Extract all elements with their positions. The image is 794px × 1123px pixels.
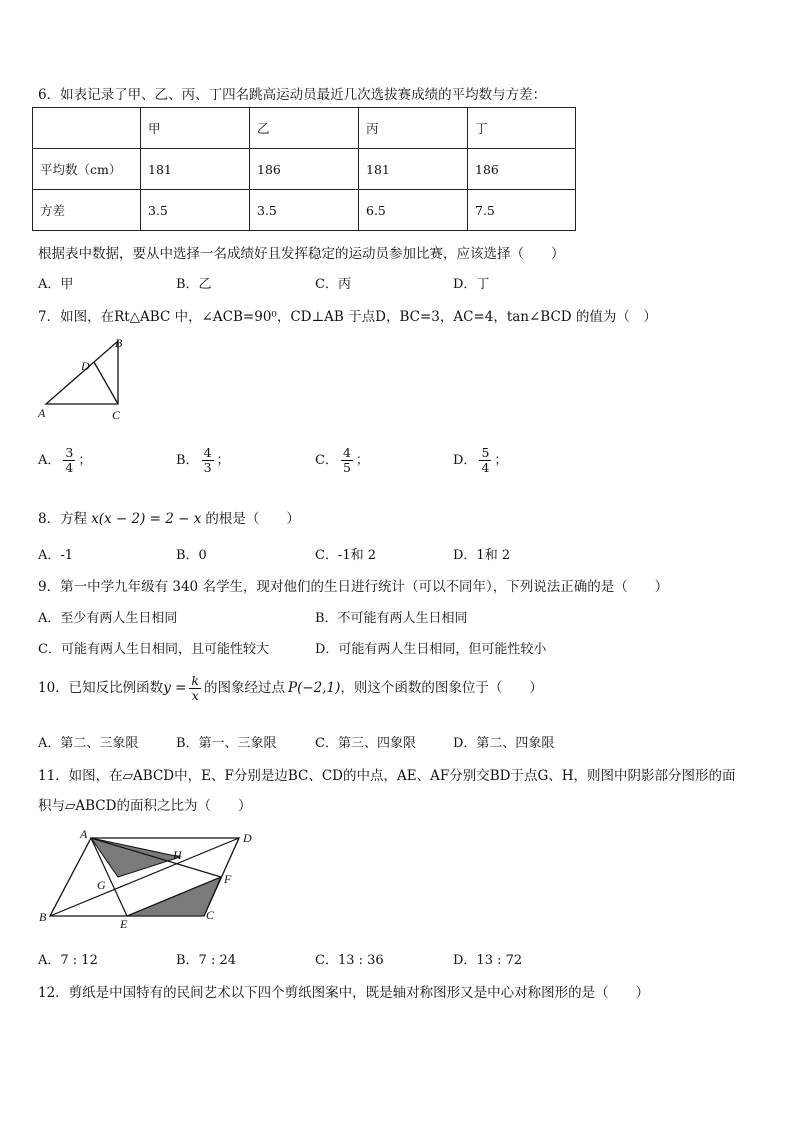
- q8-option-d[interactable]: D．1和 2: [453, 548, 511, 563]
- table-cell: 3.5: [141, 190, 250, 231]
- table-cell: 甲: [141, 108, 250, 149]
- numerator: 4: [342, 445, 351, 460]
- q10-option-c[interactable]: C．第三、四象限: [315, 736, 416, 751]
- q7-option-b[interactable]: [176, 446, 230, 475]
- label-f: F: [224, 872, 232, 886]
- table-cell: 乙: [250, 108, 359, 149]
- numerator: 4: [203, 445, 212, 460]
- q10-option-d[interactable]: D．第二、四象限: [453, 736, 555, 751]
- point: P(−2,1): [288, 680, 341, 696]
- function-lhs: y =: [163, 680, 187, 696]
- table-cell: [33, 108, 141, 149]
- denominator: 4: [481, 460, 490, 475]
- stem-prefix: 8．方程: [38, 511, 88, 527]
- label-h: H: [173, 848, 182, 862]
- q9-option-c[interactable]: C．可能有两人生日相同，且可能性较大: [38, 642, 269, 657]
- denominator: 5: [342, 460, 351, 475]
- table-header-row: [33, 108, 576, 149]
- label-a: A: [80, 827, 88, 841]
- label-c: C: [112, 408, 121, 422]
- q7-stem: 7．如图，在Rt△ABC 中，∠ACB=90⁰，CD⊥AB 于点D，BC=3，AC=4，tan∠BCD 的值为（ ）: [38, 309, 657, 325]
- q8-option-c[interactable]: C．-1和 2: [315, 548, 377, 563]
- q6-follow: 根据表中数据，要从中选择一名成绩好且发挥稳定的运动员参加比赛，应该选择（ ）: [38, 246, 565, 262]
- table-row: [33, 190, 576, 231]
- table-cell: 7.5: [468, 190, 576, 231]
- label-a: A: [38, 406, 46, 420]
- q11-option-a[interactable]: A．7 : 12: [38, 953, 98, 968]
- q8-option-a[interactable]: A．-1: [38, 548, 74, 563]
- q11-option-b[interactable]: B．7 : 24: [176, 953, 237, 968]
- option-letter: B．: [176, 453, 199, 468]
- stem-prefix: 10．已知反比例函数: [38, 680, 164, 696]
- table-cell: 186: [468, 149, 576, 190]
- q7-option-a[interactable]: [38, 446, 91, 475]
- option-tail: ；: [355, 453, 369, 468]
- table-cell: 186: [250, 149, 359, 190]
- q6-option-a[interactable]: A．甲: [38, 277, 74, 292]
- stem-mid: 的图象经过点: [204, 680, 285, 696]
- q9-stem: 9．第一中学九年级有 340 名学生，现对他们的生日进行统计（可以不同年），下列说法正确的是（ ）: [38, 579, 669, 595]
- option-letter: C．: [315, 453, 338, 468]
- q10-option-b[interactable]: B．第一、三象限: [176, 736, 277, 751]
- table-cell: 方差: [33, 190, 141, 231]
- q11-option-d[interactable]: D．13 : 72: [453, 953, 523, 968]
- equation: x(x − 2) = 2 − x: [91, 511, 202, 527]
- table-cell: 181: [359, 149, 468, 190]
- stem-suffix: ，则这个函数的图象位于（ ）: [340, 680, 543, 696]
- q8-option-b[interactable]: B．0: [176, 548, 207, 563]
- q6-option-d[interactable]: D．丁: [453, 277, 490, 292]
- q6-option-b[interactable]: B．乙: [176, 277, 212, 292]
- table-cell: 6.5: [359, 190, 468, 231]
- label-b: B: [39, 910, 47, 924]
- option-tail: ；: [494, 453, 508, 468]
- label-c: C: [206, 908, 215, 922]
- fraction: [202, 446, 214, 475]
- q9-option-b[interactable]: B．不可能有两人生日相同: [315, 611, 468, 626]
- q9-option-a[interactable]: A．至少有两人生日相同: [38, 611, 178, 626]
- fraction: [479, 446, 491, 475]
- q7-option-c[interactable]: [315, 446, 369, 475]
- fraction: [341, 446, 353, 475]
- table-cell: 3.5: [250, 190, 359, 231]
- label-e: E: [120, 917, 128, 931]
- label-b: B: [115, 336, 123, 350]
- denominator: x: [191, 688, 199, 703]
- denominator: 3: [203, 460, 212, 475]
- stats-table: [32, 107, 576, 231]
- numerator: k: [191, 673, 199, 688]
- stem-suffix: 的根是（ ）: [205, 511, 300, 527]
- function-fraction: [189, 674, 201, 703]
- q7-triangle-figure: [36, 333, 136, 425]
- q10-stem: [38, 674, 543, 703]
- option-tail: ；: [78, 453, 92, 468]
- q11-stem-line1: 11．如图，在▱ABCD中，E、F分别是边BC、CD的中点，AE、AF分别交BD于点G、H，则图中阴影部分图形的面: [38, 768, 736, 784]
- label-d: D: [81, 359, 90, 373]
- numerator: 3: [65, 445, 74, 460]
- denominator: 4: [65, 460, 74, 475]
- fraction: [63, 446, 75, 475]
- numerator: 5: [481, 445, 490, 460]
- q12-stem: 12．剪纸是中国特有的民间艺术以下四个剪纸图案中，既是轴对称图形又是中心对称图形的是（ ）: [38, 985, 650, 1001]
- option-tail: ；: [216, 453, 230, 468]
- q10-option-a[interactable]: A．第二、三象限: [38, 736, 139, 751]
- label-g: G: [97, 878, 106, 892]
- altitude-cd: [94, 362, 118, 404]
- q8-stem: [38, 507, 300, 527]
- q6-stem: 6．如表记录了甲、乙、丙、丁四名跳高运动员最近几次选拔赛成绩的平均数与方差：: [38, 87, 547, 103]
- shaded-triangle-agh: [91, 838, 180, 877]
- table-cell: 平均数（cm）: [33, 149, 141, 190]
- q11-option-c[interactable]: C．13 : 36: [315, 953, 384, 968]
- q11-parallelogram-figure: [34, 826, 264, 932]
- table-row: [33, 149, 576, 190]
- q6-option-c[interactable]: C．丙: [315, 277, 351, 292]
- q7-option-d[interactable]: [453, 446, 507, 475]
- q11-stem-line2: 积与▱ABCD的面积之比为（ ）: [38, 798, 252, 814]
- table-cell: 丙: [359, 108, 468, 149]
- table-cell: 丁: [468, 108, 576, 149]
- label-d: D: [243, 831, 252, 845]
- option-letter: D．: [453, 453, 477, 468]
- q9-option-d[interactable]: D．可能有两人生日相同，但可能性较小: [315, 642, 547, 657]
- option-letter: A．: [38, 453, 61, 468]
- table-cell: 181: [141, 149, 250, 190]
